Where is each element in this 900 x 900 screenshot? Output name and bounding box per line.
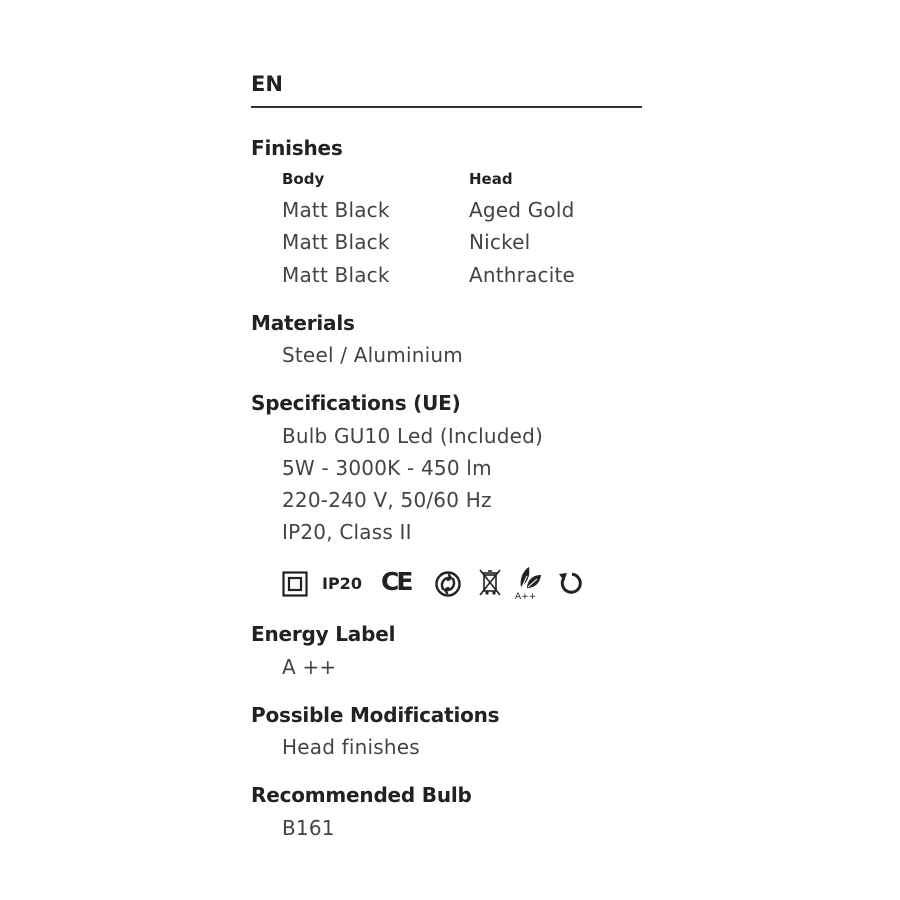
finishes-head-header: Head (469, 170, 513, 188)
modifications-heading: Possible Modifications (251, 703, 500, 727)
finish-body-2: Matt Black (282, 230, 390, 254)
energy-leaf-icon (517, 565, 543, 591)
ip20-icon: IP20 (322, 574, 362, 593)
finish-head-1: Aged Gold (469, 198, 575, 222)
finish-head-2: Nickel (469, 230, 531, 254)
ce-mark-icon: CE (381, 567, 411, 596)
energy-class-label: A++ (515, 592, 537, 602)
spec-line-2: 5W - 3000K - 450 lm (282, 456, 492, 480)
finish-body-1: Matt Black (282, 198, 390, 222)
finishes-heading: Finishes (251, 136, 343, 160)
finishes-body-header: Body (282, 170, 325, 188)
weee-bin-icon (478, 567, 502, 597)
energy-label-value: A ++ (282, 655, 337, 679)
class-ii-icon (282, 571, 308, 597)
materials-heading: Materials (251, 311, 355, 335)
language-code: EN (251, 72, 283, 96)
rotation-icon (556, 569, 584, 597)
specifications-heading: Specifications (UE) (251, 391, 461, 415)
energy-label-heading: Energy Label (251, 622, 396, 646)
finish-body-3: Matt Black (282, 263, 390, 287)
spec-line-1: Bulb GU10 Led (Included) (282, 424, 544, 448)
spec-line-4: IP20, Class II (282, 520, 412, 544)
recycling-icon (434, 570, 462, 598)
spec-line-3: 220-240 V, 50/60 Hz (282, 488, 492, 512)
header-divider (251, 106, 642, 108)
recommended-bulb-heading: Recommended Bulb (251, 783, 472, 807)
finish-head-3: Anthracite (469, 263, 576, 287)
modifications-value: Head finishes (282, 735, 420, 759)
materials-value: Steel / Aluminium (282, 343, 463, 367)
recommended-bulb-value: B161 (282, 816, 335, 840)
